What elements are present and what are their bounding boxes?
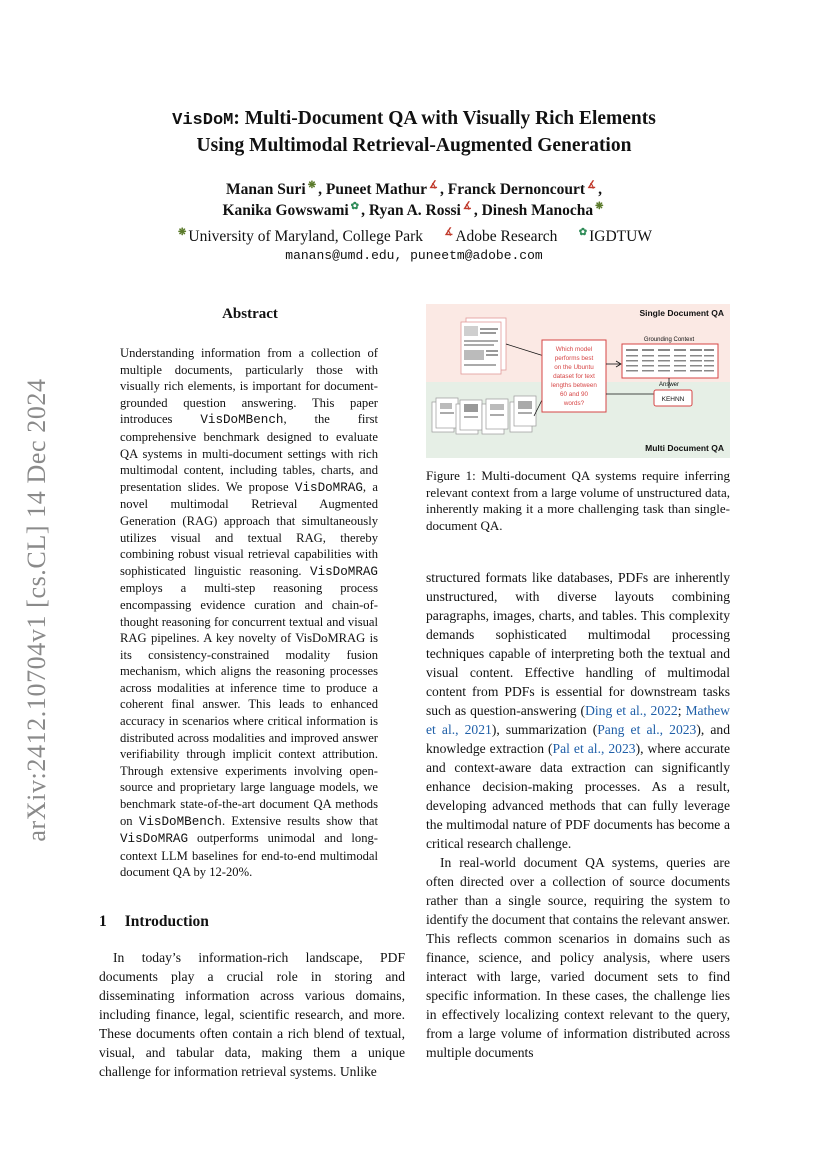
abstract-heading: Abstract [222, 306, 278, 322]
author-name: Puneet Mathur [325, 181, 428, 199]
abstract-text: . Extensive results show that [221, 813, 378, 828]
abstract-text: , the first comprehensive benchmark designed to evaluate QA systems in multi-document settings with rich multimodal content, including tables, charts, and presentation slides. We propose [120, 412, 379, 494]
section-number: 1 [99, 913, 107, 930]
paragraph: In real-world document QA systems, queries are often directed over a collection of source documents rather than a single source, requiring the system to identify the document that contains the relevant answer. This reflects common scenarios in domains such as finance, science, and policy analysis, where users interact with large, varied document sets to find specific information. In these cases, the challenge lies in effectively localizing context relevant to the query, from a large volume of information distributed across multiple documents [426, 855, 730, 1060]
svg-text:on the Ubuntu: on the Ubuntu [554, 364, 594, 371]
adobe-mark-icon: ∡ [462, 201, 472, 212]
code-name: VisDoMBench [138, 814, 222, 829]
abstract-text: , a novel multimodal Retrieval Augmented Generation (RAG) approach that simultaneously utilizes visual and textual RAG, thereby combining robust visual retrieval capabilities with sophisticated linguistic reasoning. [120, 479, 379, 578]
umd-mark-icon: ❋ [595, 201, 604, 212]
author-name: Ryan A. Rossi [368, 202, 461, 220]
emails: manans@umd.edu, puneetm@adobe.com [285, 248, 543, 263]
paper-title [90, 106, 738, 158]
code-name: VisDoMBench [200, 413, 284, 428]
section-heading [99, 913, 227, 931]
svg-text:performs best: performs best [554, 355, 594, 362]
affiliation-igdtuw: IGDTUW [589, 228, 652, 246]
title-line2: Using Multimodal Retrieval-Augmented Generation [196, 135, 632, 156]
svg-text:words?: words? [563, 400, 585, 407]
text-run: ; [677, 703, 686, 718]
text-run: ), and knowledge extraction ( [426, 722, 730, 756]
title-line1: : Multi-Document QA with Visually Rich Elements [233, 108, 656, 129]
multi-doc-label: Multi Document QA [645, 443, 724, 453]
author-name: Dinesh Manocha [481, 202, 594, 220]
affiliation-umd: University of Maryland, College Park [188, 228, 424, 246]
paragraph [426, 568, 730, 853]
email[interactable]: puneetm@adobe.com [410, 248, 543, 263]
adobe-mark-icon: ∡ [587, 180, 597, 191]
intro-body [99, 948, 405, 1081]
citation-link[interactable]: Mathew et al., 2021 [426, 703, 730, 737]
email[interactable]: manans@umd.edu [285, 248, 395, 263]
figure-1 [426, 304, 730, 458]
code-name: VisDoMRAG [309, 564, 378, 579]
citation-link[interactable]: Ding et al., 2022 [585, 703, 678, 718]
figure-caption: Figure 1: Multi-document QA systems require inferring relevant context from a large volume of unstructured data, inherently making it a more challenging task than single-document QA. [426, 468, 730, 533]
text-run: structured formats like databases, PDFs are inherently unstructured, with diverse layouts combining paragraphs, images, charts, and tables. This complexity demands sophisticated multimodal processing techniques capable of interpreting both the textual and visual content. Effective handling of multimodal content from PDFs is essential for downstream tasks such as question-answering ( [426, 570, 730, 718]
single-doc-label: Single Document QA [639, 308, 724, 318]
section-title: Introduction [124, 913, 209, 930]
svg-text:Which model: Which model [555, 346, 593, 353]
single-document-icon [461, 318, 506, 374]
author-line-1: Manan Suri ❋ , Puneet Mathur ∡ , Franck Dernoncourt ∡ , [226, 180, 602, 199]
abstract-text: employs a multi-step reasoning process encompassing evidence curation and chain-of-thought reasoning for concurrent textual and visual RAG pipelines. A key novelty of VisDoMRAG is its consistency-constrained modality fusion mechanism, which aligns the reasoning processes across modalities at inference time to produce a coherent final answer. This leads to enhanced accuracy in scenarios where critical information is distributed across modalities and improved answer verifiability through implicit context attribution. Through extensive experiments involving open-source and proprietary large language models, we benchmark state-of-the-art document QA methods on [120, 581, 378, 828]
code-name: VisDoMRAG [120, 832, 189, 847]
abstract-text: Understanding information from a collection of multiple documents, particularly those with visually rich elements, is important for document-grounded question answering. This paper introduces [120, 346, 378, 427]
grounding-label: Grounding Context [643, 337, 695, 343]
author-name: Kanika Gowswami [222, 202, 349, 220]
umd-mark-icon: ❋ [307, 180, 317, 191]
svg-text:dataset for text: dataset for text [553, 373, 595, 380]
paragraph: In today’s information-rich landscape, PDF documents play a crucial role in storing and disseminating information across various domains, including finance, legal, scientific research, and more. These documents often contain a rich blend of textual, visual, and tabular data, making them a unique challenge for information retrieval systems. Unlike [99, 950, 405, 1079]
author-name: Manan Suri [226, 181, 306, 199]
citation-link[interactable]: Pal et al., 2023 [552, 741, 636, 756]
umd-mark-icon: ❋ [178, 227, 187, 238]
igdtuw-mark-icon: ✿ [350, 201, 360, 212]
arxiv-identifier: arXiv:2412.10704v1 [cs.CL] 14 Dec 2024 [22, 378, 51, 842]
adobe-mark-icon: ∡ [444, 227, 454, 238]
title-system-name: VisDoM [172, 111, 234, 130]
abstract-text: outperforms unimodal and long-context LLM baselines for end-to-end multimodal document QA by 12-20%. [120, 831, 378, 880]
author-line-2: Kanika Gowswami ✿ , Ryan A. Rossi ∡ , Dinesh Manocha ❋ [222, 201, 604, 220]
affiliations [90, 227, 738, 246]
affiliation-adobe: Adobe Research [455, 228, 558, 246]
right-column-body [426, 568, 730, 1062]
answer-value: KEHNN [661, 396, 685, 403]
arxiv-side-stamp [12, 365, 62, 855]
svg-text:lengths between: lengths between [551, 382, 597, 389]
figure-diagram [426, 304, 730, 458]
text-run: ), summarization ( [491, 722, 598, 737]
citation-link[interactable]: Pang et al., 2023 [597, 722, 697, 737]
adobe-mark-icon: ∡ [429, 180, 439, 191]
code-name: VisDoMRAG [294, 480, 363, 495]
abstract-body [120, 345, 378, 881]
author-name: Franck Dernoncourt [447, 181, 586, 199]
text-run: ), where accurate and context-aware data extraction can significantly enhance decision-making processes. As a result, developing advanced methods that can fully leverage the multimodal nature of PDF documents has become a critical research challenge. [426, 741, 730, 851]
svg-text:60 and 90: 60 and 90 [559, 391, 589, 398]
igdtuw-mark-icon: ✿ [578, 227, 588, 238]
answer-label: Answer [658, 382, 680, 388]
